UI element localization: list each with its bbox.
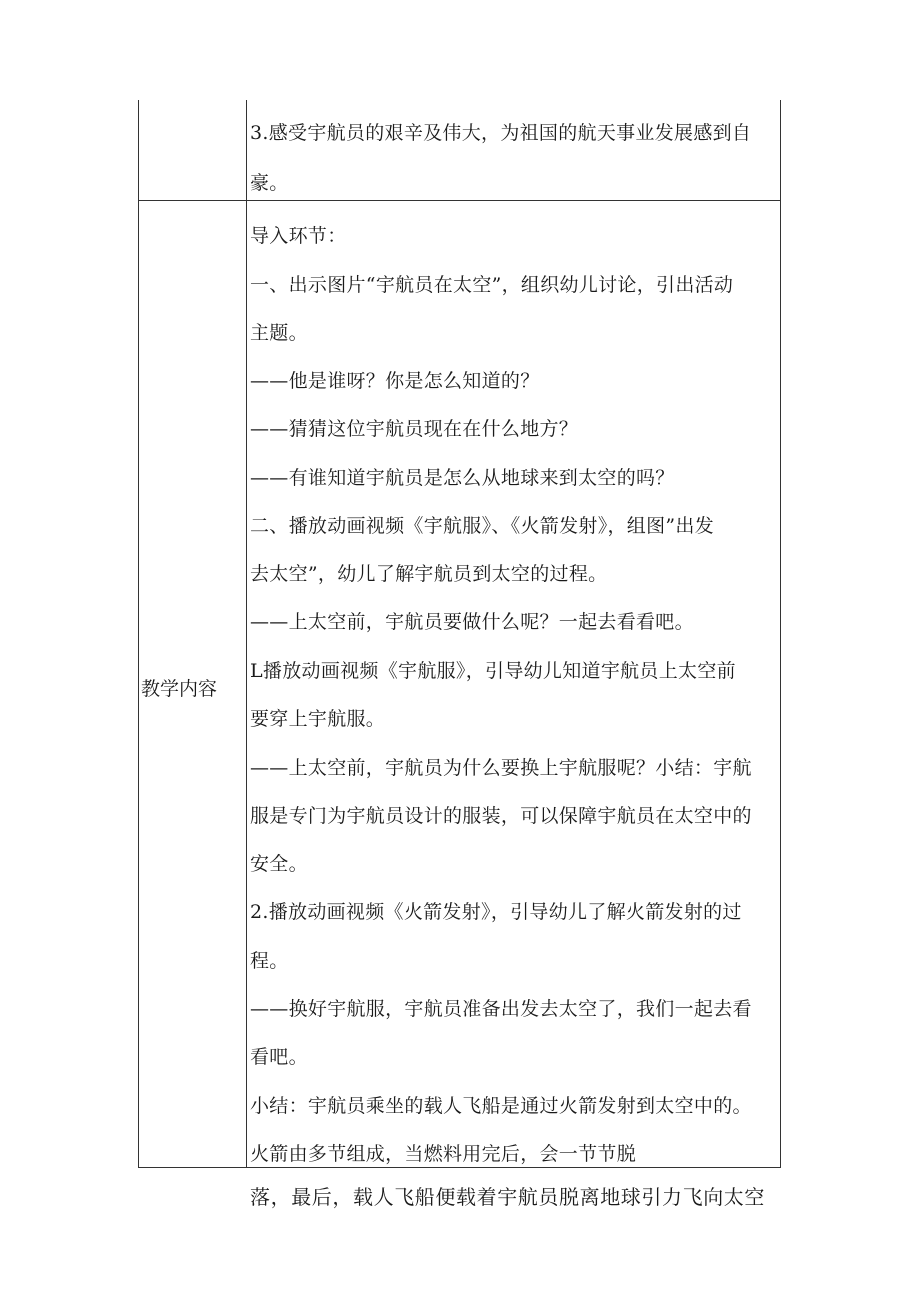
content-line: ——上太空前，宇航员为什么要换上宇航服呢？小结：宇航 <box>250 757 752 779</box>
teaching-content-label: 教学内容 <box>141 678 218 700</box>
objective-line-2: 豪。 <box>250 172 289 194</box>
table-border-bottom <box>138 1167 781 1168</box>
table-column-divider <box>246 100 247 1168</box>
content-line: 去太空”，幼儿了解宇航员到太空的过程。 <box>250 563 608 585</box>
content-line: ——猜猜这位宇航员现在在什么地方？ <box>250 418 579 440</box>
content-line: ——有谁知道宇航员是怎么从地球来到太空的吗？ <box>250 467 675 489</box>
content-line: 程。 <box>250 950 289 972</box>
table-border-left <box>138 100 139 1168</box>
content-line: ——换好宇航服，宇航员准备出发去太空了，我们一起去看 <box>250 998 752 1020</box>
content-line: 火箭由多节组成，当燃料用完后，会一节节脱 <box>250 1143 637 1165</box>
objective-line-1: 3.感受宇航员的艰辛及伟大，为祖国的航天事业发展感到自 <box>250 122 752 144</box>
content-line: L播放动画视频《宇航服》，引导幼儿知道宇航员上太空前 <box>250 660 736 682</box>
content-line: 二、播放动画视频《宇航服》、《火箭发射》，组图”出发 <box>250 515 715 537</box>
content-line: ——他是谁呀？你是怎么知道的？ <box>250 370 540 392</box>
content-line: 主题。 <box>250 322 308 344</box>
table-border-right <box>780 100 781 1168</box>
content-line: 要穿上宇航服。 <box>250 708 386 730</box>
content-line: 安全。 <box>250 853 308 875</box>
content-line: 服是专门为宇航员设计的服装，可以保障宇航员在太空中的 <box>250 805 752 827</box>
content-line: 看吧。 <box>250 1046 308 1068</box>
content-line: 一、出示图片“宇航员在太空”，组织幼儿讨论，引出活动 <box>250 274 734 296</box>
content-line: 导入环节： <box>250 225 347 247</box>
table-row-divider <box>138 200 781 201</box>
content-line: 小结：宇航员乘坐的载人飞船是通过火箭发射到太空中的。 <box>250 1095 752 1117</box>
content-line: ——上太空前，宇航员要做什么呢？一起去看看吧。 <box>250 611 694 633</box>
content-line: 2.播放动画视频《火箭发射》，引导幼儿了解火箭发射的过 <box>250 901 742 923</box>
continuation-paragraph: 落，最后，载人飞船便载着宇航员脱离地球引力飞向太空 <box>250 1185 765 1209</box>
